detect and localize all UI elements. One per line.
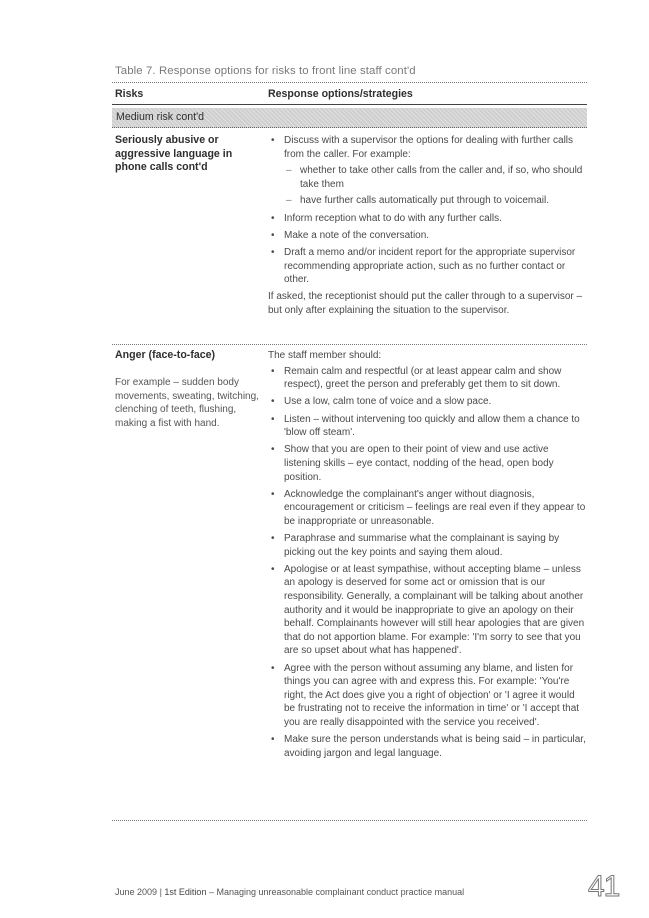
page-footer bbox=[115, 887, 464, 897]
sub-list-item: – whether to take other calls from the caller and, if so, who should take them bbox=[284, 164, 586, 191]
list-item: • Remain calm and respectful (or at least appear calm and show respect), greet the person and preferably get them to sit down. bbox=[268, 365, 586, 392]
list-item: • Show that you are open to their point of view and use active listening skills – eye contact, nodding of the head, open body position. bbox=[268, 443, 586, 484]
row-divider bbox=[112, 344, 587, 345]
list-item: • Make sure the person understands what is being said – in particular, avoiding jargon and legal language. bbox=[268, 733, 586, 760]
column-header-response: Response options/strategies bbox=[268, 88, 413, 100]
list-item: • Make a note of the conversation. bbox=[268, 229, 586, 243]
risk-description-anger: For example – sudden body movements, sweating, twitching, clenching of teeth, flushing, making a fist with hand. bbox=[115, 377, 259, 429]
response-abusive-calls bbox=[268, 134, 586, 320]
risk-level-label: Medium risk cont'd bbox=[116, 111, 204, 123]
footer-date: June 2009 bbox=[115, 887, 158, 897]
table-caption: Table 7. Response options for risks to front line staff cont'd bbox=[115, 65, 416, 77]
footer-separator: | bbox=[159, 887, 162, 897]
list-item: • Discuss with a supervisor the options for dealing with further calls from the caller. For example: – whether to take other calls from the caller and, if so, who should take them – have further calls automatically put through to voicemail. bbox=[268, 134, 586, 208]
list-item: • Listen – without intervening too quickly and allow them a chance to 'blow off steam'. bbox=[268, 413, 586, 440]
risk-title-anger: Anger (face-to-face) bbox=[115, 349, 216, 361]
risk-level-band bbox=[112, 108, 587, 128]
table-bottom-rule bbox=[112, 820, 587, 821]
risk-title-abusive-calls: Seriously abusive or aggressive language in phone calls cont'd bbox=[115, 134, 233, 173]
page-number: 41 bbox=[588, 870, 620, 903]
closing-note: If asked, the receptionist should put the caller through to a supervisor – but only after explaining the situation to the supervisor. bbox=[268, 291, 583, 316]
list-item: • Use a low, calm tone of voice and a slow pace. bbox=[268, 395, 586, 409]
response-anger bbox=[268, 349, 586, 764]
footer-edition: 1st Edition bbox=[164, 887, 207, 897]
footer-title: – Managing unreasonable complainant conduct practice manual bbox=[208, 887, 465, 897]
list-item: • Agree with the person without assuming any blame, and listen for things you can agree with and express this. For example: 'You're right, the Act does give you a right of objection' or 'I agree it would be frustrating not to receive the information in time' or 'I accept that you are really disappointed with the service you received'. bbox=[268, 662, 586, 730]
list-item: • Draft a memo and/or incident report for the appropriate supervisor recommending appropriate action, such as no further contact or other. bbox=[268, 246, 586, 287]
list-item: • Inform reception what to do with any further calls. bbox=[268, 212, 586, 226]
header-rule bbox=[112, 104, 587, 105]
list-item: • Apologise or at least sympathise, without accepting blame – unless an apology is deserved for some act or omission that is our responsibility. Generally, a complainant will be talking about another authority and it would be inappropriate to give an apology on their behalf. Complainants however will still hear apologies that are given that do not apportion blame. For example: 'I'm sorry to see that you are so upset about what has happened'. bbox=[268, 563, 586, 658]
top-rule bbox=[112, 82, 587, 83]
sub-list-item: – have further calls automatically put through to voicemail. bbox=[284, 194, 586, 208]
response-intro: The staff member should: bbox=[268, 350, 382, 361]
list-item: • Paraphrase and summarise what the complainant is saying by picking out the key points and saying them aloud. bbox=[268, 532, 586, 559]
list-item: • Acknowledge the complainant's anger without diagnosis, encouragement or criticism – feelings are real even if they appear to be inappropriate or unreasonable. bbox=[268, 488, 586, 529]
column-header-risks: Risks bbox=[115, 88, 144, 100]
